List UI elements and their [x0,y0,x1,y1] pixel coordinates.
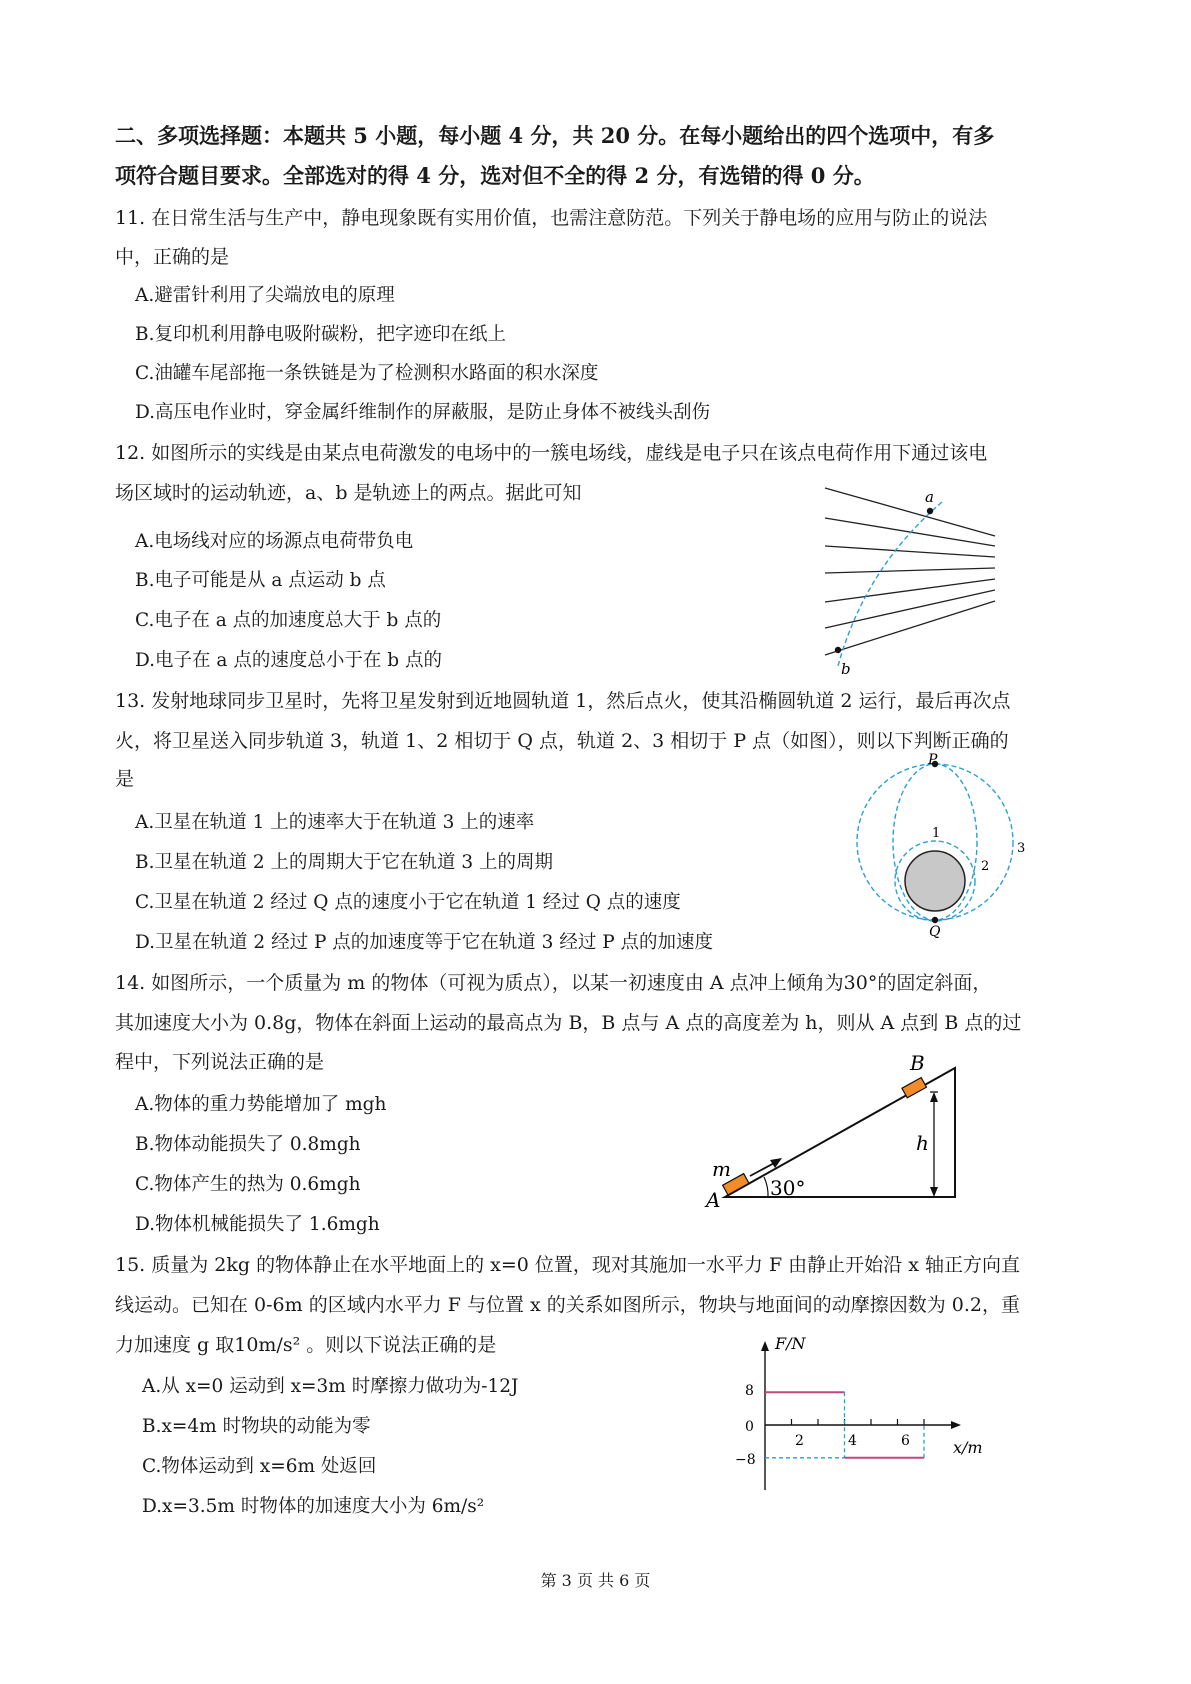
height-arrow-bottom [930,1187,938,1197]
q15-option-c: C.物体运动到 x=6m 处返回 [142,1456,377,1477]
y-tick-label-0: 0 [745,1419,754,1435]
q12-stem-line-1: 12. 如图所示的实线是由某点电荷激发的电场中的一簇电场线，虚线是电子只在该点电荷作用下通过该电 [115,442,988,464]
q15-force-position-graph [735,1335,995,1505]
block-at-b [902,1078,927,1098]
q11-option-c: C.油罐车尾部拖一条铁链是为了检测积水路面的积水深度 [135,363,599,384]
y-tick-label-neg8: −8 [735,1452,756,1468]
x-tick-label-2: 2 [795,1433,804,1449]
q13-stem-line-2: 火，将卫星送入同步轨道 3，轨道 1、2 相切于 Q 点，轨道 2、3 相切于 P 点（如图），则以下判断正确的 [115,730,1009,752]
earth [905,851,965,911]
label-m: m [712,1157,731,1181]
height-arrow-top [930,1092,938,1102]
q12-option-b: B.电子可能是从 a 点运动 b 点 [135,570,386,591]
field-lines [825,488,995,655]
x-ticks [792,1419,925,1425]
q12-option-c: C.电子在 a 点的加速度总大于 b 点的 [135,610,442,631]
x-axis-label: x/m [953,1438,983,1457]
q14-stem-line-1: 14. 如图所示，一个质量为 m 的物体（可视为质点），以某一初速度由 A 点冲上倾角为30°的固定斜面， [115,972,992,994]
q13-orbit-figure [845,752,1045,940]
q13-stem-line-3: 是 [115,768,135,790]
section-header-line-2: 项符合题目要求。全部选对的得 4 分，选对但不全的得 2 分，有选错的得 0 分。 [115,163,875,188]
point-q [932,917,938,923]
label-orbit-1: 1 [932,826,941,841]
label-angle: 30° [770,1176,806,1200]
q13-stem-line-1: 13. 发射地球同步卫星时，先将卫星发射到近地圆轨道 1，然后点火，使其沿椭圆轨道 2 运行，最后再次点 [115,690,1011,712]
q14-option-a: A.物体的重力势能增加了 mgh [135,1094,387,1115]
q14-option-b: B.物体动能损失了 0.8mgh [135,1134,361,1155]
q14-option-d: D.物体机械能损失了 1.6mgh [135,1214,380,1235]
label-b: b [841,660,851,678]
x-tick-label-6: 6 [901,1433,910,1449]
label-h: h [916,1131,929,1155]
label-b: B [910,1051,925,1075]
y-axis-label: F/N [775,1334,806,1353]
q11-option-a: A.避雷针利用了尖端放电的原理 [135,285,395,306]
angle-arc [764,1177,768,1197]
q13-option-d: D.卫星在轨道 2 经过 P 点的加速度等于它在轨道 3 经过 P 点的加速度 [135,932,714,953]
label-a: a [925,488,934,506]
q15-option-a: A.从 x=0 运动到 x=3m 时摩擦力做功为-12J [142,1376,519,1397]
label-a: A [706,1188,721,1212]
q12-stem-line-2: 场区域时的运动轨迹，a、b 是轨迹上的两点。据此可知 [115,482,582,504]
x-axis-arrow [951,1421,961,1429]
q11-option-b: B.复印机利用静电吸附碳粉，把字迹印在纸上 [135,324,506,345]
y-axis-arrow [761,1341,769,1351]
q14-stem-line-2: 其加速度大小为 0.8g，物体在斜面上运动的最高点为 B，B 点与 A 点的高度差为 h，则从 A 点到 B 点的过 [115,1012,1022,1034]
label-p: P [928,752,938,768]
q14-option-c: C.物体产生的热为 0.6mgh [135,1174,361,1195]
q11-option-d: D.高压电作业时，穿金属纤维制作的屏蔽服，是防止身体不被线头刮伤 [135,402,711,423]
q14-stem-line-3: 程中，下列说法正确的是 [115,1051,325,1073]
q11-stem-line-1: 11. 在日常生活与生产中，静电现象既有实用价值，也需注意防范。下列关于静电场的应用与防止的说法 [115,207,988,229]
q13-option-c: C.卫星在轨道 2 经过 Q 点的速度小于它在轨道 1 经过 Q 点的速度 [135,892,681,913]
electron-trajectory [838,502,942,666]
y-tick-label-8: 8 [745,1383,754,1399]
label-q: Q [929,924,941,940]
label-orbit-2: 2 [981,859,990,874]
q13-option-a: A.卫星在轨道 1 上的速率大于在轨道 3 上的速率 [135,812,535,833]
label-orbit-3: 3 [1017,841,1026,856]
point-b [835,647,841,653]
q12-option-d: D.电子在 a 点的速度总小于在 b 点的 [135,650,442,671]
q14-incline-figure [690,1050,970,1210]
q13-option-b: B.卫星在轨道 2 上的周期大于它在轨道 3 上的周期 [135,852,554,873]
q15-option-b: B.x=4m 时物块的动能为零 [142,1416,371,1437]
q12-option-a: A.电场线对应的场源点电荷带负电 [135,531,414,552]
q12-field-lines-figure [805,478,1005,678]
q15-stem-line-3: 力加速度 g 取10m/s² 。则以下说法正确的是 [115,1334,497,1356]
point-a [927,508,933,514]
page-footer: 第 3 页 共 6 页 [540,1571,651,1590]
q15-option-d: D.x=3.5m 时物体的加速度大小为 6m/s² [142,1496,485,1517]
q15-stem-line-1: 15. 质量为 2kg 的物体静止在水平地面上的 x=0 位置，现对其施加一水平力 F 由静止开始沿 x 轴正方向直 [115,1254,1020,1276]
q11-stem-line-2: 中，正确的是 [115,246,230,268]
x-tick-label-4: 4 [848,1433,857,1449]
q15-stem-line-2: 线运动。已知在 0-6m 的区域内水平力 F 与位置 x 的关系如图所示，物块与地面间的动摩擦因数为 0.2，重 [115,1294,1021,1316]
section-header-line-1: 二、多项选择题：本题共 5 小题，每小题 4 分，共 20 分。在每小题给出的四个选项中，有多 [115,123,995,148]
